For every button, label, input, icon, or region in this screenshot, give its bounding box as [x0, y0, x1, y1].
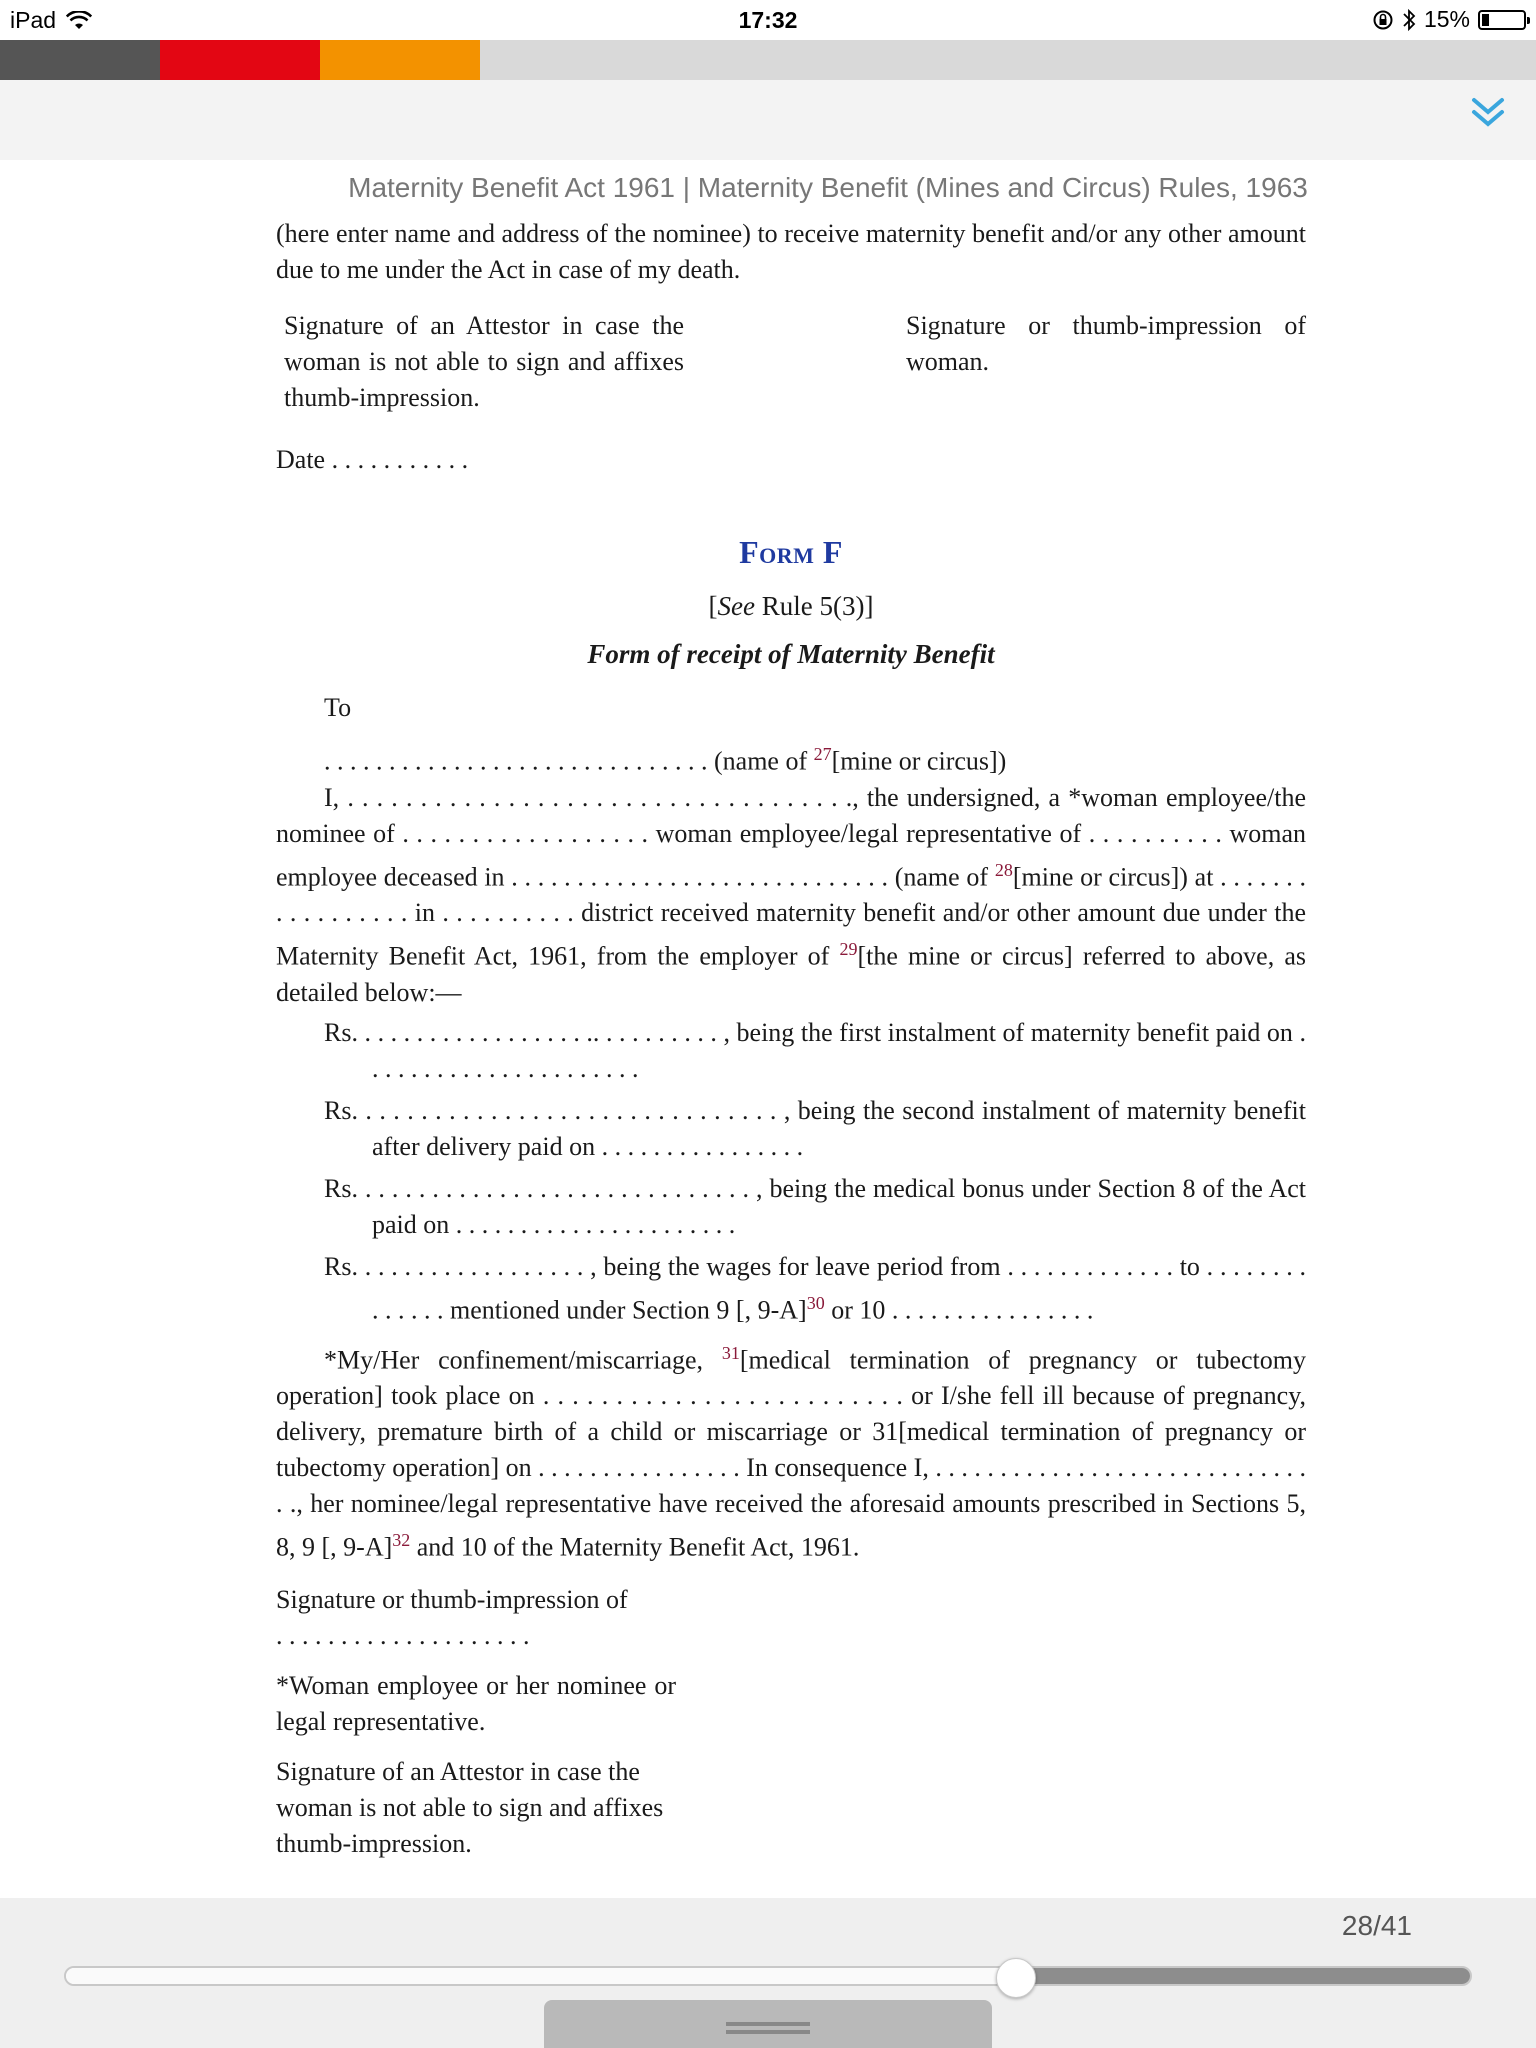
footnote-31[interactable]: 31: [721, 1342, 740, 1363]
woman-nominee-label: *Woman employee or her nominee or legal representative.: [276, 1670, 676, 1736]
grip-icon: [726, 2022, 810, 2026]
status-right: [1372, 6, 1526, 33]
form-subtitle: Form of receipt of Maternity Benefit: [587, 639, 995, 669]
confinement-paragraph: [276, 1335, 1306, 1566]
rotation-lock-icon: [1372, 9, 1394, 31]
reader-bottom-bar: [0, 1898, 1536, 2048]
receipt-text-c: [the mine or circus] referred to above, as detailed below:—: [276, 941, 1306, 1007]
rs-line-second-instalment: Rs. . . . . . . . . . . . . . . . . . . . . . . . . . . . . . . , being the second instalment of maternity benefit after delivery paid on . . . . . . . . . . . . . . . .: [324, 1095, 1306, 1161]
color-tab-red[interactable]: [160, 40, 320, 80]
receipt-paragraph: [276, 780, 1306, 1011]
signature-of-label: Signature or thumb-impression of: [276, 1584, 628, 1614]
footnote-32[interactable]: 32: [392, 1530, 411, 1551]
footnote-28[interactable]: 28: [994, 859, 1013, 880]
battery-percent: 15%: [1423, 6, 1470, 32]
rule-text: Rule 5(3)]: [755, 591, 874, 621]
device-name: iPad: [10, 7, 57, 33]
footnote-27[interactable]: 27: [813, 744, 832, 764]
drawer-handle[interactable]: [544, 2000, 992, 2048]
rule-reference: [276, 588, 1306, 624]
rule-open: [: [708, 591, 718, 621]
date-line: Date . . . . . . . . . . .: [276, 445, 469, 474]
bluetooth-icon: [1402, 8, 1416, 32]
to-line-end: [mine or circus]): [831, 746, 1007, 776]
signature-dots: . . . . . . . . . . . . . . . . . . . .: [276, 1620, 530, 1650]
woman-signature-label: Signature or thumb-impression of woman.: [906, 311, 1306, 376]
color-tab-bar: [0, 40, 1536, 80]
attestor-signature-label: Signature of an Attestor in case the woman is not able to sign and affixes thumb-impression.: [284, 311, 684, 412]
color-tab-orange[interactable]: [320, 40, 480, 80]
attestor-label: Signature of an Attestor in case the woman is not able to sign and affixes thumb-impression.: [276, 1756, 664, 1858]
slider-remaining: [1018, 1968, 1470, 1984]
conf-text-b: [medical termination of pregnancy or tubectomy operation] took place on . . . . . . . . . . . . . . . . . . . . . . . . . or I/she fell ill because of pregnancy, delivery, premature birth of a child or miscarriage or 31[medical termination of pregnancy or tubectomy operation] on . . . . . . . . . . . . . . . . In consequence I, . . . . . . . . . . . . . . . . . . . . . . . . . . . . . . ., her nominee/legal representative have received the aforesaid amounts prescribed in Sections 5, 8, 9 [, 9-A]: [276, 1345, 1306, 1562]
rs4-text-a: Rs. . . . . . . . . . . . . . . . . . , being the wages for leave period from . . . . . . . . . . . . . to . . . . . . . . . . . . . . mentioned under Section 9 [, 9-A]: [324, 1251, 1306, 1325]
document-page: [0, 160, 1536, 1898]
to-label: To: [324, 693, 352, 722]
reader-toolbar: [0, 80, 1536, 160]
page-indicator: 28/41: [1341, 1910, 1412, 1941]
rule-see: See: [717, 591, 755, 621]
battery-icon: [1478, 10, 1526, 30]
footnote-30[interactable]: 30: [806, 1292, 825, 1313]
receipt-text-b: [mine or circus]) at . . . . . . . . . . . . . . . . . in . . . . . . . . . . district received maternity benefit and/or other amount due under the Maternity Benefit Act, 1961, from the employer of: [276, 862, 1307, 971]
color-tab-dark[interactable]: [0, 40, 160, 80]
running-head: Maternity Benefit Act 1961 | Maternity Benefit (Mines and Circus) Rules, 1963: [348, 172, 1308, 203]
status-bar: [0, 0, 1536, 40]
rs-line-medical-bonus: Rs. . . . . . . . . . . . . . . . . . . . . . . . . . . . . . , being the medical bonus under Section 8 of the Act paid on . . . . . . . . . . . . . . . . . . . . . .: [324, 1173, 1306, 1239]
form-title: Form F: [739, 534, 843, 570]
slider-progress: [66, 1968, 1008, 1984]
receipt-text-a: I, . . . . . . . . . . . . . . . . . . . . . . . . . . . . . . . . . . ., the undersigned, a *woman employee/the nominee of . . . . . . . . . . . . . . . . . . woman employee/legal representative of . . . . . . . . . . woman employee deceased in . . . . . . . . . . . . . . . . . . . . . . . . . . . . . (name of: [276, 782, 1306, 892]
double-chevron-down-icon[interactable]: [1468, 92, 1508, 132]
document-content: [276, 216, 1306, 1862]
status-time: 17:32: [738, 7, 798, 33]
bottom-signatures: [276, 1582, 676, 1862]
slider-thumb[interactable]: [996, 1958, 1036, 1998]
intro-paragraph: (here enter name and address of the nominee) to receive maternity benefit and/or any other amount due to me under the Act in case of my death.: [276, 219, 1306, 284]
to-line: [276, 736, 1306, 780]
rs4-text-b: or 10 . . . . . . . . . . . . . . . .: [824, 1295, 1094, 1325]
signature-row: [276, 308, 1306, 416]
rs-line-leave-wages: [276, 1249, 1306, 1329]
conf-text-c: and 10 of the Maternity Benefit Act, 1961.: [410, 1532, 860, 1562]
to-line-text: . . . . . . . . . . . . . . . . . . . . . . . . . . . . . . (name of: [324, 746, 814, 776]
footnote-29[interactable]: 29: [839, 939, 858, 960]
rs-line-first-instalment: Rs. . . . . . . . . . . . . . . . . . .. . . . . . . . . . , being the first instalment of maternity benefit paid on . . . . . . . . . . . . . . . . . . . . . .: [324, 1017, 1306, 1083]
page-slider[interactable]: [64, 1966, 1472, 1986]
conf-text-a: *My/Her confinement/miscarriage,: [324, 1345, 722, 1375]
